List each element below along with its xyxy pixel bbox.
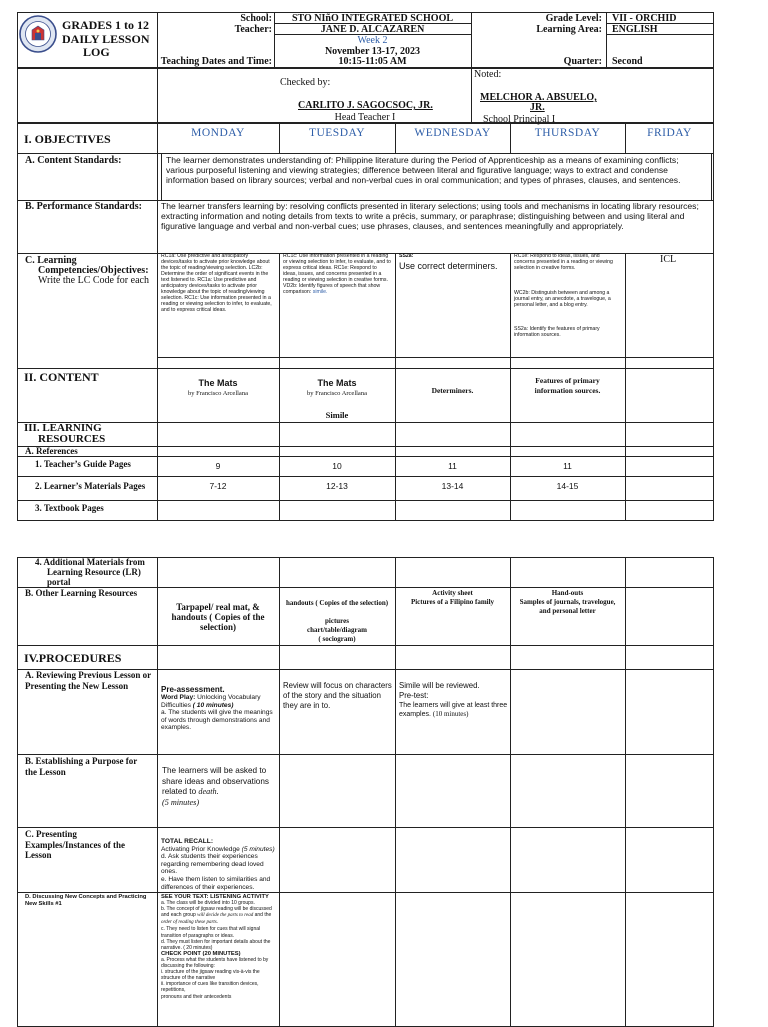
procedure-a-monday: Pre-assessment. Word Play: Unlocking Vocabulary Difficulties ( 10 minutes) a. The students will give the meanings of words through demonstrations and examples. [161,685,273,732]
noted-label: Noted: [474,69,502,80]
objectives-heading: I. OBJECTIVES [24,132,111,146]
procedure-a-tuesday: Review will focus on characters of the story and the situation they are in to. [283,681,392,710]
tuesday-other-4: ( sociogram) [318,635,356,643]
tuesday-content-title: The Mats [317,378,357,388]
noted-name-2: JR. [530,102,545,113]
noted-name-1: MELCHOR A. ABSUELO, [480,92,597,103]
lm-tuesday: 12-13 [326,481,348,491]
tg-thursday: 11 [563,461,572,471]
wednesday-content: Determiners. [431,386,474,395]
monday-content-author: by Francisco Arcellana [188,390,248,397]
friday-competency: ICL [660,254,677,265]
thursday-content-1: Features of primary [535,376,600,385]
day-monday: MONDAY [191,127,245,139]
dates-value: November 13-17, 2023 [324,46,421,57]
textbook-pages-label: 3. Textbook Pages [35,503,104,513]
noted-title: School Principal I [483,114,556,125]
lm-monday: 7-12 [209,481,227,491]
procedure-a-label: A. Reviewing Previous Lesson or Presenting the New Lesson [25,670,151,691]
wednesday-other-1: Activity sheet [432,589,473,597]
competency-label-2: Competencies/Objectives: [38,265,149,276]
area-label: Learning Area: [536,24,602,35]
additional-materials-label-1: 4. Additional Materials from [35,557,145,567]
day-wednesday: WEDNESDAY [414,127,491,139]
procedure-a-wednesday: Simile will be reviewed. Pre-test: The learners will give at least three examples. (10 minutes) [399,681,508,718]
deped-seal-icon [18,14,58,54]
performance-standards-label: B. Performance Standards: [25,201,142,212]
other-resources-label: B. Other Learning Resources [25,588,138,598]
teachers-guide-label: 1. Teacher’s Guide Pages [35,459,131,469]
tg-tuesday: 10 [332,461,342,471]
procedure-c-monday: TOTAL RECALL: Activating Prior Knowledge (5 minutes) d. Ask students their experiences regarding remembering dead loved ones. e. Have them listen to similarities and differences of their experiences. [161,838,275,891]
tuesday-content-extra: Simile [325,410,349,420]
checked-by-name: CARLITO J. SAGOCSOC, JR. [298,100,433,111]
quarter-value: Second [612,56,643,67]
additional-materials-label-2: Learning Resource (LR) [47,567,141,577]
header-title-line-3: LOG [83,45,110,59]
procedure-c-label: C. Presenting Examples/Instances of the Lesson [25,829,126,860]
monday-competency: RC1a: Use predictive and anticipatory devices/tasks to activate prior knowledge about the topic of reading/viewing selection. LC2b: Determine the order of significant events in the text listened to. RC1a: Use predictive and anticipatory devices/tasks to activate prior knowledge about the topic of reading/viewing selection. RC1c: Use information presented in a reading or viewing selection to infer, to evaluate, and to express critical ideas. [161,253,272,313]
thursday-other-1: Hand-outs [551,589,584,597]
content-standards-label: A. Content Standards: [25,155,122,166]
day-tuesday: TUESDAY [308,127,366,139]
competency-label-1: C. Learning [25,255,77,266]
time-value: 10:15-11:05 AM [338,56,407,67]
day-thursday: THURSDAY [534,127,601,139]
header-title-line-2: DAILY LESSON [62,32,150,46]
competency-label-3: Write the LC Code for each [38,275,149,286]
tuesday-competency: RC1c: Use information presented in a reading or viewing selection to infer, to evaluate, and to express critical ideas. RC1e: Respond to ideas, issues, and concerns presented in a reading or viewing selection in creative forms. VD2b: Identify figures of speech that show comparison: simile. [283,253,391,295]
tuesday-other-1: handouts ( Copies of the selection) [285,599,389,607]
thursday-content-2: information sources. [534,386,601,395]
content-heading: II. CONTENT [24,370,99,384]
monday-other-resources: Tarpapel/ real mat, & handouts ( Copies of the selection) [171,602,265,632]
tg-wednesday: 11 [448,461,457,471]
procedures-heading: IV.PROCEDURES [24,651,122,665]
school-value: STO NIñO INTEGRATED SCHOOL [291,13,454,24]
references-label: A. References [25,446,78,456]
lm-thursday: 14-15 [556,481,579,491]
procedure-b-label: B. Establishing a Purpose for the Lesson [25,756,138,777]
additional-materials-label-3: portal [47,577,71,587]
checked-by-title: Head Teacher I [334,112,396,123]
teacher-label: Teacher: [234,24,272,35]
procedure-d-label: D. Discussing New Concepts and Practicing New Skills #1 [25,894,147,907]
lm-wednesday: 13-14 [441,481,464,491]
content-standards-text: The learner demonstrates understanding of: Philippine literature during the Period of Apprenticeship as a means of examining conflicts; various purposeful listening and viewing strategies; difference between literal and figurative language; ways to extract and condense information based on library sources; verbal and non-verbal cues in oral communication; and types of phrases, clauses, and sentences. [166,155,681,186]
thursday-competency-1: RC1e: Respond to ideas, issues, and concerns presented in a reading or viewing selection in creative forms. [514,253,613,271]
header-title-line-1: GRADES 1 to 12 [62,18,150,32]
tuesday-content-author: by Francisco Arcellana [307,390,367,397]
tuesday-other-2: pictures [325,617,349,625]
learners-materials-label: 2. Learner’s Materials Pages [35,481,146,491]
procedure-d-monday: SEE YOUR TEXT: LISTENING ACTIVITY a. The class will be divided into 10 groups. b. The concept of jigsaw reading will be discussed and each group will decide the parts to read and the order of reading these parts. c. They need to listen for cues that will signal transition of paragraphs or ideas. d. They must listen for important details about the narrative. ( 20 minutes) CHECK POINT (20 MINUTES) a. Process what the students have listened to by discussing the following: i. structure of the jigsaw reading vis-à-vis the structure of the narrative ii. importance of cues like transition devices, repetitions, pronouns and their antecedents [161,894,272,1000]
wednesday-competency-code: SS2a: [399,253,414,259]
day-friday: FRIDAY [647,127,692,139]
resources-heading-1: III. LEARNING [24,422,102,434]
performance-standards-text: The learner transfers learning by: resolving conflicts presented in literary selections; using tools and mechanisms in locating library resources; extracting information and noting details from texts to write a précis, summary, or paraphrase; distinguishing between and using literal and figurative language and verbal and non-verbal cues; use phrases, clauses, and sentences meaningfully and appropriately. [161,201,699,232]
grade-value: VII - ORCHID [612,13,677,24]
school-label: School: [240,13,272,24]
grade-label: Grade Level: [545,13,602,24]
dates-label: Teaching Dates and Time: [160,56,272,67]
procedure-b-monday: The learners will be asked to share ideas and observations related to death. (5 minutes) [162,766,269,807]
resources-heading-2: RESOURCES [38,433,106,445]
checked-by-label: Checked by: [280,77,331,88]
quarter-label: Quarter: [563,56,602,67]
teacher-value: JANE D. ALCAZAREN [320,24,425,35]
wednesday-other-2: Pictures of a Filipino family [410,598,495,606]
area-value: ENGLISH [612,24,658,35]
tg-monday: 9 [215,461,221,471]
monday-content-title: The Mats [198,378,238,388]
thursday-competency-2: WC2b: Distinguish between and among a journal entry, an anecdote, a travelogue, a personal letter, and a blog entry. [514,290,611,308]
thursday-other-2: Samples of journals, travelogue, and personal letter [519,598,616,615]
thursday-competency-3: SS2a: Identify the features of primary information sources. [514,326,600,338]
wednesday-competency: Use correct determiners. [399,261,498,271]
week-value: Week 2 [357,35,388,46]
tuesday-other-3: chart/table/diagram [307,626,367,634]
